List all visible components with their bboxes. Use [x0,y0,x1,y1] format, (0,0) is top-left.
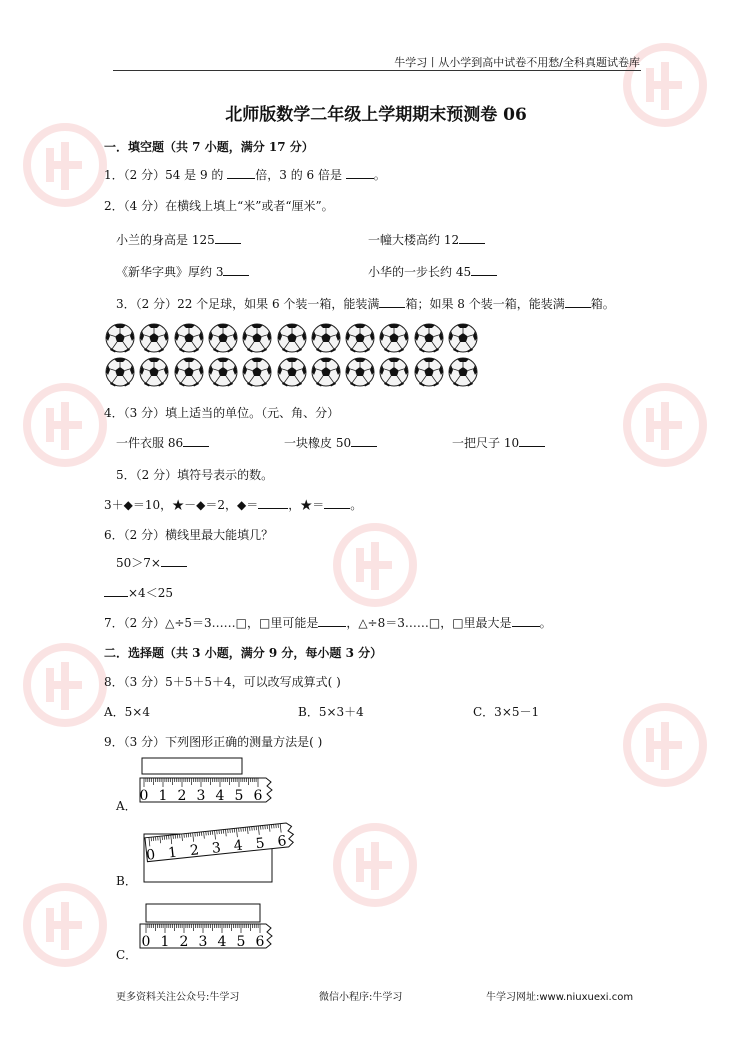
answer-blank[interactable] [512,614,540,627]
ruler-digit: 1 [158,788,168,804]
answer-blank[interactable] [215,231,241,244]
football-icon [139,323,169,353]
ruler-digit: 2 [189,842,200,860]
question-4c: 一把尺子 10 [452,434,545,451]
measured-object [146,904,260,922]
question-6a: 50＞7× [116,554,187,571]
football-icon [311,323,341,353]
ruler-digit: 2 [177,788,187,804]
watermark-logo [620,380,710,470]
choice-8b[interactable]: B．5×3＋4 [298,705,364,719]
question-2d: 小华的一步长约 45 [368,263,497,280]
question-2a: 小兰的身高是 125 [116,231,241,248]
choice-9c[interactable]: C． [116,948,138,962]
ruler-digit: 0 [141,934,151,950]
ruler-digit: 0 [139,788,149,804]
football-icon [345,323,375,353]
section1-heading: 一．填空题（共 7 小题，满分 17 分） [104,140,314,154]
answer-blank[interactable] [258,496,288,509]
watermark-logo [330,520,420,610]
ruler-digit: 6 [276,833,288,850]
answer-blank[interactable] [351,434,377,447]
ruler-digit: 2 [179,934,189,950]
football-icon [208,323,238,353]
question-6-stem: 6．（2 分）横线里最大能填几？ [104,528,274,542]
question-4-stem: 4．（3 分）填上适当的单位。（元、角、分） [104,406,340,420]
answer-blank[interactable] [346,166,374,179]
choice-8a[interactable]: A．5×4 [104,705,150,719]
football-icon [448,357,478,387]
footer-right[interactable]: 牛学习网址:www.niuxuexi.com [486,992,634,1003]
question-2c: 《新华字典》厚约 3 [116,263,249,280]
answer-blank[interactable] [223,263,249,276]
ruler-digit: 4 [217,934,227,950]
ruler-figure-c [136,900,286,950]
choice-9a[interactable]: A． [116,799,137,813]
football-icon [277,357,307,387]
ruler-digit: 1 [167,844,178,862]
ruler-digit: 1 [160,934,170,950]
question-5-equations: 3＋◆＝10，★－◆＝2，◆＝ ，★＝ 。 [104,498,363,512]
footer-center: 微信小程序:牛学习 [319,992,403,1003]
answer-blank[interactable] [379,295,405,308]
ruler-figure-b [140,814,300,884]
watermark-logo [330,820,420,910]
answer-blank[interactable] [227,166,255,179]
page-header: 牛学习丨从小学到高中试卷不用愁/全科真题试卷库 [394,56,640,69]
ruler-digit: 4 [233,837,244,855]
question-6b: ×4＜25 [104,584,173,601]
answer-blank[interactable] [318,614,346,627]
ruler-digit: 4 [215,788,225,804]
watermark-logo [620,700,710,790]
football-icon [277,323,307,353]
question-4b: 一块橡皮 50 [284,434,377,451]
ruler-digit: 5 [236,934,246,950]
football-icon [105,323,135,353]
page-title: 北师版数学二年级上学期期末预测卷 06 [225,105,527,125]
football-icon [414,357,444,387]
answer-blank[interactable] [324,496,350,509]
question-2-stem: 2．（4 分）在横线上填上“米”或者“厘米”。 [104,199,334,213]
answer-blank[interactable] [519,434,545,447]
football-icon [448,323,478,353]
ruler-digit: 3 [198,934,208,950]
football-icon [311,357,341,387]
header-divider [113,70,641,71]
section2-heading: 二．选择题（共 3 小题，满分 9 分，每小题 3 分） [104,646,383,660]
ruler-digit: 0 [145,846,157,864]
choice-9b[interactable]: B． [116,874,137,888]
choice-8c[interactable]: C．3×5－1 [473,705,540,719]
football-icon [174,323,204,353]
answer-blank[interactable] [471,263,497,276]
football-icon [242,323,272,353]
measured-object [142,758,242,774]
watermark-logo [20,640,110,730]
ruler-digit: 5 [234,788,244,804]
answer-blank[interactable] [183,434,209,447]
ruler-digit: 3 [196,788,206,804]
ruler-digit: 6 [253,788,263,804]
watermark-logo [20,120,110,210]
question-1: 1．（2 分）54 是 9 的 倍，3 的 6 倍是 。 [104,168,386,182]
question-2b: 一幢大楼高约 12 [368,231,485,248]
football-icon [379,357,409,387]
question-4a: 一件衣服 86 [116,434,209,451]
answer-blank[interactable] [161,554,187,567]
question-7: 7．（2 分）△÷5＝3……□，□里可能是 ，△÷8＝3……□，□里最大是 。 [104,616,552,630]
ruler-digit: 5 [254,835,266,853]
question-3: 3．（2 分）22 个足球，如果 6 个装一箱，能装满 箱；如果 8 个装一箱，能装满 箱。 [116,297,615,311]
football-icon [242,357,272,387]
watermark-logo [20,880,110,970]
football-icon [345,357,375,387]
question-8-stem: 8．（3 分）5＋5＋5＋4，可以改写成算式( ) [104,675,341,689]
question-9-stem: 9．（3 分）下列图形正确的测量方法是( ) [104,735,323,749]
football-icon [139,357,169,387]
answer-blank[interactable] [459,231,485,244]
football-icon [174,357,204,387]
watermark-logo [20,380,110,470]
football-icon [208,357,238,387]
football-icon [105,357,135,387]
footer-left: 更多资料关注公众号:牛学习 [116,992,240,1003]
ruler-digit: 6 [255,934,265,950]
ruler-digit: 3 [211,839,222,857]
football-icon [414,323,444,353]
football-icon [379,323,409,353]
question-5-stem: 5．（2 分）填符号表示的数。 [116,468,274,482]
answer-blank[interactable] [104,584,128,597]
answer-blank[interactable] [565,295,591,308]
ruler-figure-a [136,756,276,806]
